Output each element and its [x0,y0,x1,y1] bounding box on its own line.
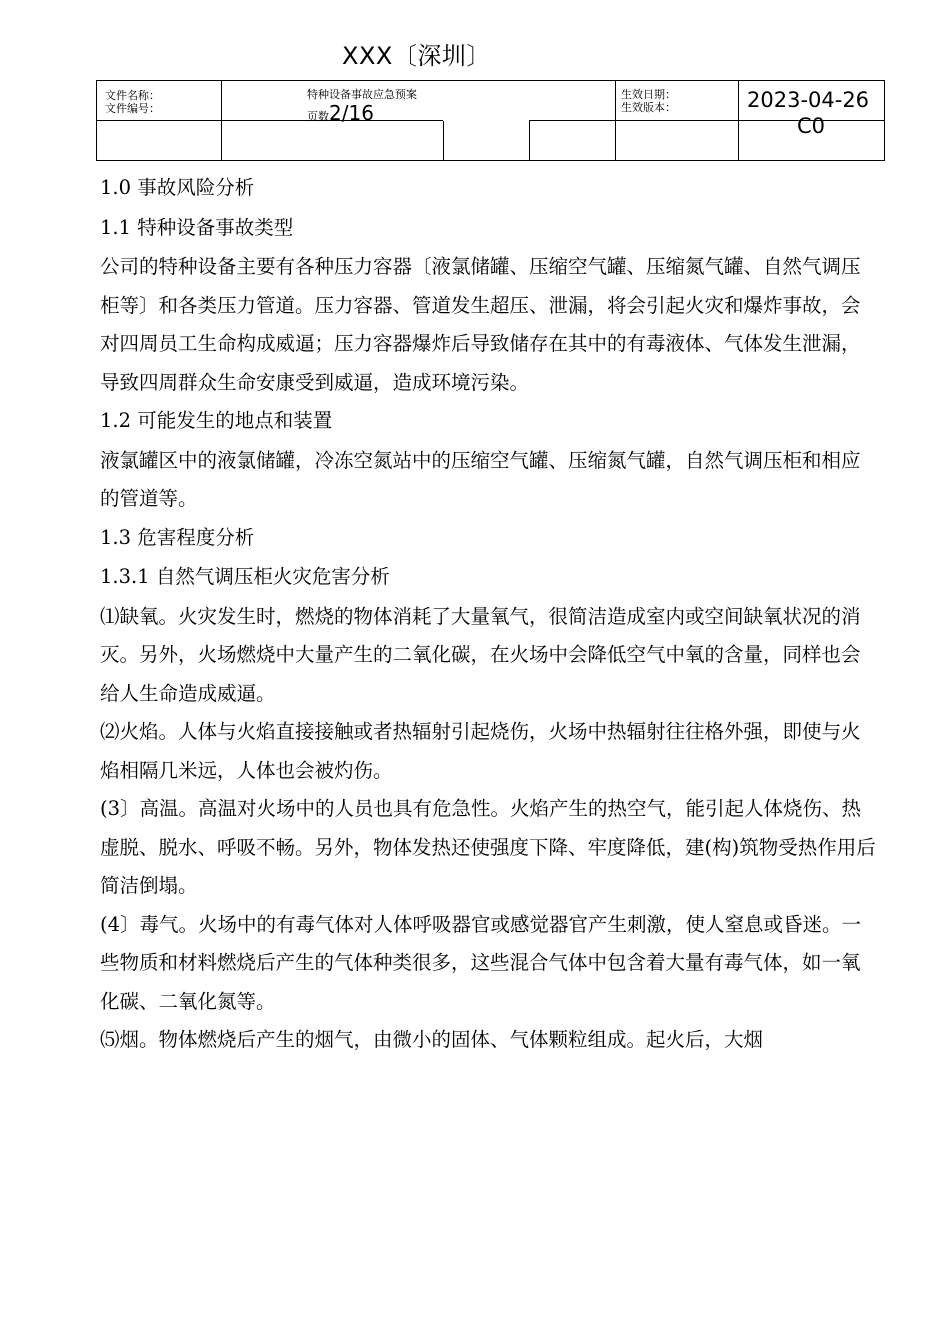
subsection-heading: 1.3.1 自然气调压柜火灾危害分析 [100,565,390,588]
header-divider [443,121,444,160]
pages-label: 页数 [307,110,329,123]
document-header-table [96,80,885,161]
file-number-label: 文件编号： [105,102,160,115]
page-count [307,101,374,129]
section-heading: 1.2 可能发生的地点和装置 [100,409,333,432]
document-body [100,169,876,1060]
list-item: (4〕毒气。火场中的有毒气体对人体呼吸器官或感觉器官产生刺激，使人窒息或昏迷。一些物质和材料燃烧后产生的气体种类很多，这些混合气体中包含着大量有毒气体，如一氧化碳、二氧化氮等。 [100,912,862,1013]
paragraph: 公司的特种设备主要有各种压力容器〔液氯储罐、压缩空气罐、压缩氮气罐、自然气调压柜等〕和各类压力管道。压力容器、管道发生超压、泄漏，将会引起火灾和爆炸事故，会对四周员工生命构成威逼；压力容器爆炸后导致储存在其中的有毒液体、气体发生泄漏，导致四周群众生命安康受到威逼，造成环境污染。 [100,255,861,394]
section-heading: 1.3 危害程度分析 [100,525,255,549]
list-item: (3〕高温。高温对火场中的人员也具有危急性。火焰产生的热空气，能引起人体烧伤、热虚脱、脱水、呼吸不畅。另外，物体发热还使强度下降、牢度降低，建(构)筑物受热作用后简洁倒塌。 [100,797,876,897]
list-item: ⑵火焰。人体与火焰直接接触或者热辐射引起烧伤，火场中热辐射往往格外强，即使与火焰相隔几米远，人体也会被灼伤。 [100,720,861,782]
paragraph: 液氯罐区中的液氯储罐，冷冻空氮站中的压缩空气罐、压缩氮气罐，自然气调压柜和相应的管道等。 [100,448,861,510]
header-divider [529,121,530,160]
effective-version: C0 [797,114,826,138]
header-divider [97,120,443,121]
section-heading: 1.1 特种设备事故类型 [100,215,294,239]
effective-version-label: 生效版本： [621,101,676,114]
effective-date-label: 生效日期： [621,88,676,101]
document-title: 特种设备事故应急预案 [307,88,417,101]
header-divider [529,120,884,121]
pages-value: 2/16 [329,101,374,125]
company-title: XXX〔深圳〕 [342,42,491,70]
list-item: ⑴缺氧。火灾发生时，燃烧的物体消耗了大量氧气，很简洁造成室内或空间缺氧状况的消灭。另外，火场燃烧中大量产生的二氧化碳，在火场中会降低空气中氧的含量，同样也会给人生命造成威逼。 [100,604,861,705]
list-item: ⑸烟。物体燃烧后产生的烟气，由微小的固体、气体颗粒组成。起火后，大烟 [100,1028,764,1051]
section-heading: 1.0 事故风险分析 [100,176,255,199]
effective-date: 2023-04-26 [747,88,870,112]
file-name-label: 文件名称： [105,89,160,102]
